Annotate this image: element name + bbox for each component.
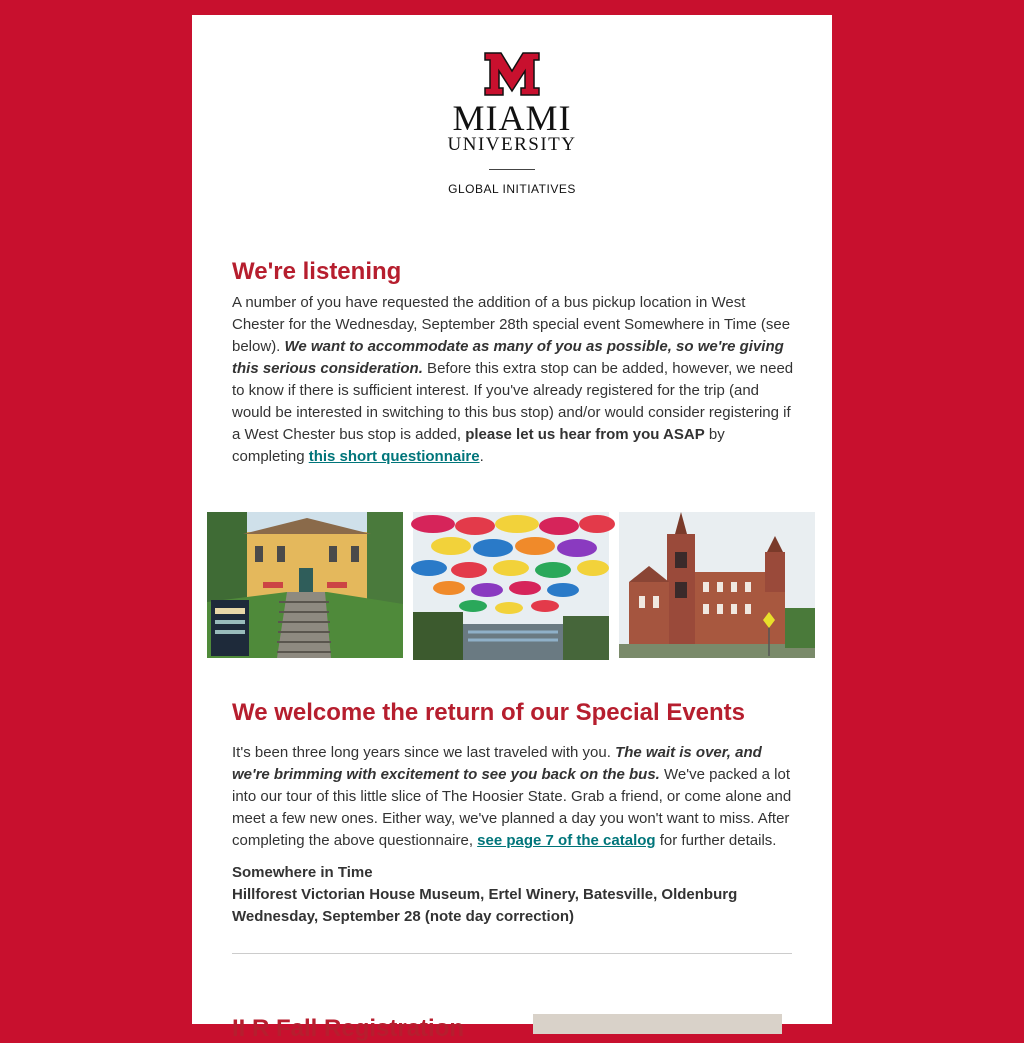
listening-text-4: .: [479, 448, 484, 465]
logo-subtitle: GLOBAL INITIATIVES: [448, 182, 576, 196]
heading-special-events: We welcome the return of our Special Events: [232, 699, 746, 726]
miami-logo: [192, 51, 832, 196]
events-text-3: for further details.: [655, 832, 777, 849]
brick-church-photo: [619, 512, 815, 658]
events-text-1: It's been three long years since we last traveled with you.: [232, 744, 616, 761]
section-divider: [232, 953, 792, 954]
listening-strong: please let us hear from you ASAP: [465, 426, 705, 443]
section-special-events: [232, 699, 794, 928]
event-places: Hillforest Victorian House Museum, Ertel Winery, Batesville, Oldenburg: [232, 886, 738, 903]
miami-m-icon: [483, 51, 541, 97]
logo-rule: [489, 169, 535, 170]
listening-text-3: by completing: [232, 426, 725, 465]
special-events-paragraph: [232, 742, 794, 852]
event-details: [232, 862, 794, 928]
logo-name-line1: MIAMI: [452, 98, 572, 138]
questionnaire-link[interactable]: this short questionnaire: [308, 448, 480, 465]
catalog-link[interactable]: see page 7 of the catalog: [477, 832, 656, 849]
events-text-2: We've packed a lot into our tour of this little slice of The Hoosier State. Grab a friend, or come alone and meet a few new ones. Either way, we've planned a day you won't want to miss. After completing the above questionnaire,: [232, 766, 792, 849]
listening-paragraph: [232, 292, 794, 468]
email-card: [192, 15, 832, 1042]
listening-emphasis: We want to accommodate as many of you as possible, so we're giving this serious consideration.: [232, 338, 784, 377]
victorian-house-photo: [207, 512, 403, 658]
listening-text-1: A number of you have requested the addition of a bus pickup location in West Chester for the Wednesday, September 28th special event Somewhere in Time (see below).: [232, 294, 791, 355]
events-emphasis: The wait is over, and we're brimming with excitement to see you back on the bus.: [232, 744, 762, 783]
section-listening: [232, 258, 794, 468]
heading-fall-registration: II R Fall Registration: [232, 1015, 465, 1042]
umbrella-canopy-photo: [413, 512, 609, 660]
event-title: Somewhere in Time: [232, 864, 373, 881]
logo-name-line2: UNIVERSITY: [447, 134, 577, 155]
registration-photo: [533, 1014, 782, 1034]
event-date: Wednesday, September 28 (note day correction): [232, 908, 575, 925]
photo-strip: [207, 512, 817, 660]
listening-text-2: Before this extra stop can be added, however, we need to know if there is sufficient interest. If you've already registered for the trip (and would be interested in switching to this bus stop) and/or would consider registering if a West Chester bus stop is added,: [232, 360, 794, 443]
heading-listening: We're listening: [232, 258, 402, 285]
